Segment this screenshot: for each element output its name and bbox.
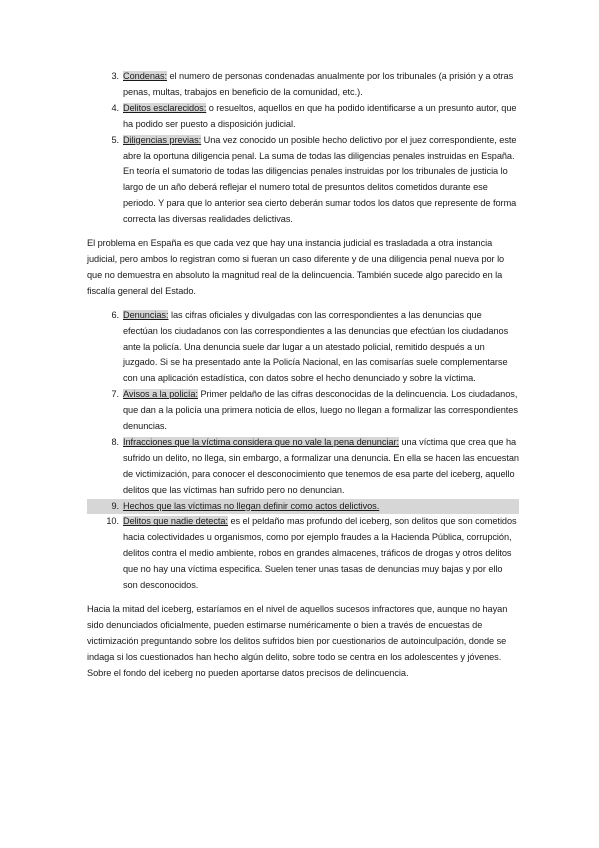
list-item (87, 435, 519, 499)
list-text: las cifras oficiales y divulgadas con las correspondientes a las denuncias que efectúan los ciudadanos con las correspondientes a las denuncias que efectúan los ciudadanos ante la policía. Una denuncia suele dar lugar a un atestado policial, remitido después a un juzgado. Si se ha presentado ante la Policía Nacional, en las comisarías suele complementarse con una aplicación estadística, con datos sobre el hecho denunciado y sobre la víctima. (123, 309, 509, 384)
list-number: 5. (111, 134, 119, 145)
list-text: Una vez conocido un posible hecho delictivo por el juez correspondiente, este abre la oportuna diligencia penal. La suma de todas las diligencias penales instruidas en España. En teoría el sumatorio de todas las diligencias penales instruidas por los tribunales de justicia lo largo de un año deberá reflejar el numero total de presuntos delitos cometidos durante ese periodo. Y para que lo anterior sea cierto deberán sumar todos los datos que represente de forma correcta las diversas realidades delictivas. (123, 134, 517, 225)
list-term: Infracciones que la víctima considera que no vale la pena denunciar: (123, 436, 399, 447)
list-term: Delitos esclarecidos: (123, 102, 207, 113)
list-item (87, 69, 519, 101)
list-text: una víctima que crea que ha sufrido un delito, no llega, sin embargo, a formalizar una denuncia. En ella se hacen las encuestan de victimización, para conocer el desconocimiento que tenemos de esa parte del iceberg, aquello delitos que las víctimas han sufrido pero no denuncian. (123, 436, 519, 495)
list-item (87, 499, 519, 515)
list-number: 4. (111, 102, 119, 113)
list-number: 8. (111, 436, 119, 447)
list-term: Diligencias previas: (123, 134, 202, 145)
list-number: 9. (111, 500, 119, 511)
list-term: Avisos a la policía: (123, 389, 198, 400)
list-item (87, 308, 519, 388)
list-item (87, 387, 519, 435)
list-term: Hechos que las víctimas no llegan definir como actos delictivos. (123, 500, 380, 511)
list-number: 3. (111, 71, 119, 81)
list-item (87, 101, 519, 133)
list-number: 10. (106, 516, 119, 527)
paragraph-iceberg-middle: Hacia la mitad del iceberg, estaríamos en el nivel de aquellos sucesos infractores que, aunque no hayan sido denunciados oficialmente, pueden estimarse numéricamente o bien a través de encuestas de victimización preguntando sobre los delitos sufridos bien por cuestionarios de autoinculpación, donde se indaga si los cuestionados han hecho algún delito, sobre todo se centra en los adolescentes y jóvenes. Sobre el fondo del iceberg no pueden aportarse datos precisos de delincuencia. (87, 604, 508, 678)
list-text: o resueltos, aquellos en que ha podido identificarse a un presunto autor, que ha podido ser puesto a disposición judicial. (123, 102, 517, 129)
document-body (87, 69, 519, 682)
list-term: Condenas: (123, 71, 167, 81)
list-item (87, 514, 519, 594)
paragraph-spain-problem: El problema en España es que cada vez que hay una instancia judicial es trasladada a otra instancia judicial, pero ambos lo registran como si fueran un caso diferente y de una diligencia penal nueva por lo que no demuestra en absoluto la magnitud real de la delincuencia. También sucede algo parecido en la fiscalía general del Estado. (87, 238, 505, 296)
list-text: es el peldaño mas profundo del iceberg, son delitos que son cometidos hacia colectividades u organismos, como por ejemplo fraudes a la Hacienda Pública, corrupción, delitos contra el medio ambiente, robos en grandes almacenes, tráficos de drogas y otros delitos que no hay una víctima especifica. Suelen tener unas tasas de denuncias muy bajas y por ello son desconocidos. (123, 516, 517, 591)
numbered-list-statistics (87, 69, 519, 228)
list-number: 7. (111, 389, 119, 400)
list-term: Delitos que nadie detecta: (123, 516, 228, 527)
list-number: 6. (111, 309, 119, 320)
list-term: Denuncias: (123, 309, 169, 320)
list-text: Primer peldaño de las cifras desconocidas de la delincuencia. Los ciudadanos, que dan a la policía una primera noticia de ellos, luego no llegan a formalizar las correspondientes denuncias. (123, 389, 518, 432)
list-item (87, 133, 519, 228)
numbered-list-iceberg (87, 308, 519, 594)
list-text: el numero de personas condenadas anualmente por los tribunales (a prisión y a otras penas, multas, trabajos en beneficio de la comunidad, etc.). (123, 71, 514, 97)
